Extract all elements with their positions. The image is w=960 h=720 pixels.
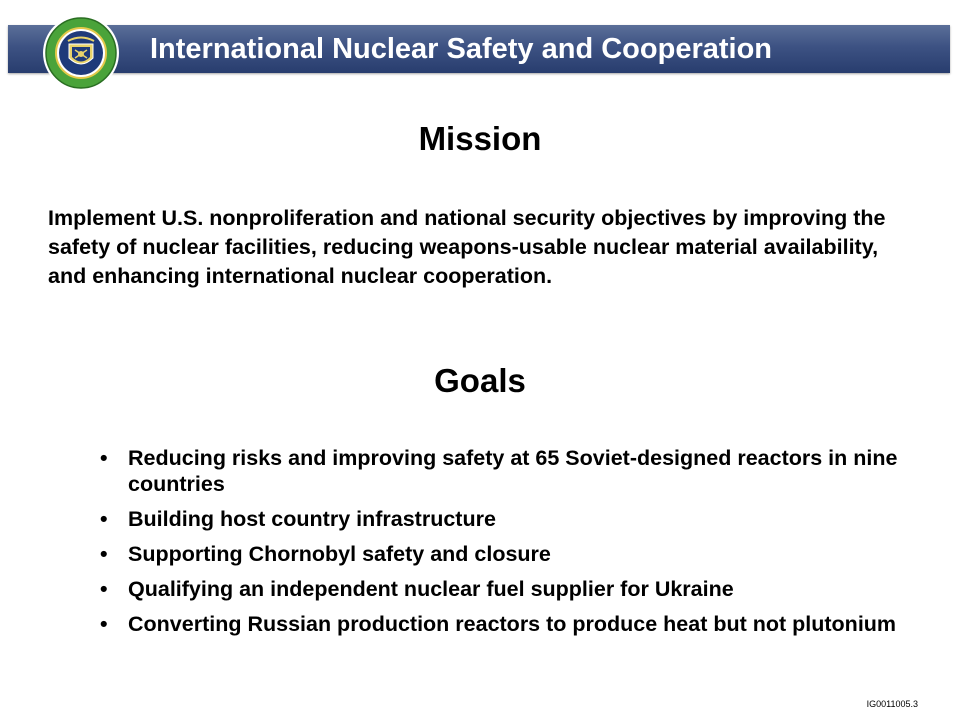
mission-statement: Implement U.S. nonproliferation and national security objectives by improving the safety of nuclear facilities, reducing weapons-usable nuclear material availability, and enhancing international nuclear cooperation. (48, 206, 886, 288)
goal-item (100, 445, 900, 497)
goal-item (100, 576, 900, 602)
goals-list (100, 445, 900, 646)
bullet-icon: • (100, 507, 108, 531)
doe-seal-logo (42, 14, 120, 92)
bullet-icon: • (100, 612, 108, 636)
goal-item (100, 506, 900, 532)
mission-heading: Mission (418, 120, 542, 157)
goal-text: Converting Russian production reactors to produce heat but not plutonium (128, 612, 897, 636)
goal-text: Supporting Chornobyl safety and closure (128, 542, 551, 566)
goal-text: Reducing risks and improving safety at 65 Soviet-designed reactors in nine countries (128, 446, 898, 496)
slide-id: IG0011005.3 (866, 699, 918, 709)
goal-item (100, 541, 900, 567)
goal-text: Qualifying an independent nuclear fuel supplier for Ukraine (128, 577, 734, 601)
bullet-icon: • (100, 446, 108, 470)
bullet-icon: • (100, 542, 108, 566)
goal-text: Building host country infrastructure (128, 507, 496, 531)
goals-heading: Goals (434, 362, 526, 399)
bullet-icon: • (100, 577, 108, 601)
goal-item (100, 611, 900, 637)
page-title: International Nuclear Safety and Cooperation (150, 33, 772, 65)
